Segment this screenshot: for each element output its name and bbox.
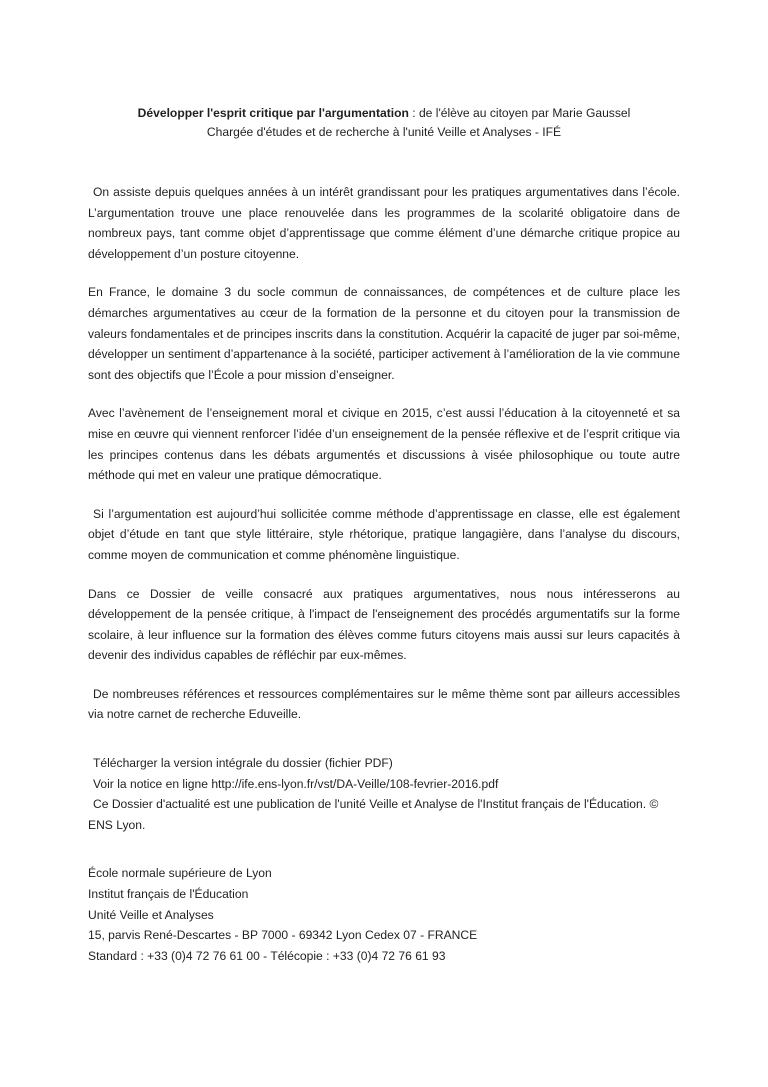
title-subtitle: Chargée d'études et de recherche à l'unité Veille et Analyses - IFÉ: [206, 125, 562, 139]
address-line-street: 15, parvis René-Descartes - BP 7000 - 69342 Lyon Cedex 07 - FRANCE: [88, 928, 478, 943]
title-line-primary: [88, 104, 680, 123]
paragraph-1: On assiste depuis quelques années à un intérêt grandissant pour les pratiques argumentatives dans l’école. L’argumentation trouve une place renouvelée dans les programmes de la scolarité obligatoire dans de nombreux pays, tant comme objet d’apprentissage que comme élément d’une démarche critique propice au développement d’un posture citoyenne.: [88, 185, 680, 261]
document-title-block: [88, 104, 680, 142]
paragraph-5: Dans ce Dossier de veille consacré aux pratiques argumentatives, nous nous intéresserons au développement de la pensée critique, à l'impact de l'enseignement des procédés argumentatifs sur la forme scolaire, à leur influence sur la formation des élèves comme futurs citoyens mais aussi sur leurs capacités à devenir des individus capables de réfléchir par eux-mêmes.: [88, 586, 680, 663]
address-line-phone: Standard : +33 (0)4 72 76 61 00 - Télécopie : +33 (0)4 72 76 61 93: [88, 948, 446, 963]
address-block: [88, 863, 680, 966]
document-body: [88, 182, 680, 725]
title-bold-segment: Développer l'esprit critique par l'argumentation: [137, 106, 409, 120]
links-block: [88, 753, 680, 835]
document-content: [88, 104, 680, 966]
address-line-institute: Institut français de l'Éducation: [88, 887, 249, 902]
paragraph-3: Avec l’avènement de l’enseignement moral et civique en 2015, c’est aussi l’éducation à la citoyenneté et sa mise en œuvre qui viennent renforcer l’idée d’un enseignement de la pensée réflexive et de l’esprit critique via les principes contenus dans les débats argumentés et discussions à visée philosophique ou toute autre méthode qui met en valeur une pratique démocratique.: [88, 406, 680, 483]
address-line-institution: École normale supérieure de Lyon: [88, 866, 272, 881]
download-link-line[interactable]: Télécharger la version intégrale du dossier (fichier PDF): [93, 756, 393, 771]
online-notice-link-line[interactable]: Voir la notice en ligne http://ife.ens-lyon.fr/vst/DA-Veille/108-fevrier-2016.pdf: [93, 776, 499, 791]
paragraph-4: Si l’argumentation est aujourd’hui sollicitée comme méthode d’apprentissage en classe, elle est également objet d’étude en tant que style littéraire, style rhétorique, pratique langagière, dans l’analyse du discours, comme moyen de communication et comme phénomène linguistique.: [88, 506, 680, 562]
paragraph-2: En France, le domaine 3 du socle commun de connaissances, de compétences et de culture place les démarches argumentatives au cœur de la formation de la personne et du citoyen pour la transmission de valeurs fondamentales et de principes inscrits dans la constitution. Acquérir la capacité de juger par soi-même, développer un sentiment d’appartenance à la société, participer activement à l’amélioration de la vie commune sont des objectifs que l’École a pour mission d’enseigner.: [88, 285, 680, 382]
copyright-notice: Ce Dossier d'actualité est une publication de l'unité Veille et Analyse de l'Institut français de l'Éducation. © ENS Lyon.: [88, 797, 659, 832]
paragraph-6: De nombreuses références et ressources complémentaires sur le même thème sont par ailleurs accessibles via notre carnet de recherche Eduveille.: [88, 686, 680, 722]
address-line-unit: Unité Veille et Analyses: [88, 907, 214, 922]
title-regular-segment: : de l'élève au citoyen par Marie Gaussel: [408, 106, 631, 120]
